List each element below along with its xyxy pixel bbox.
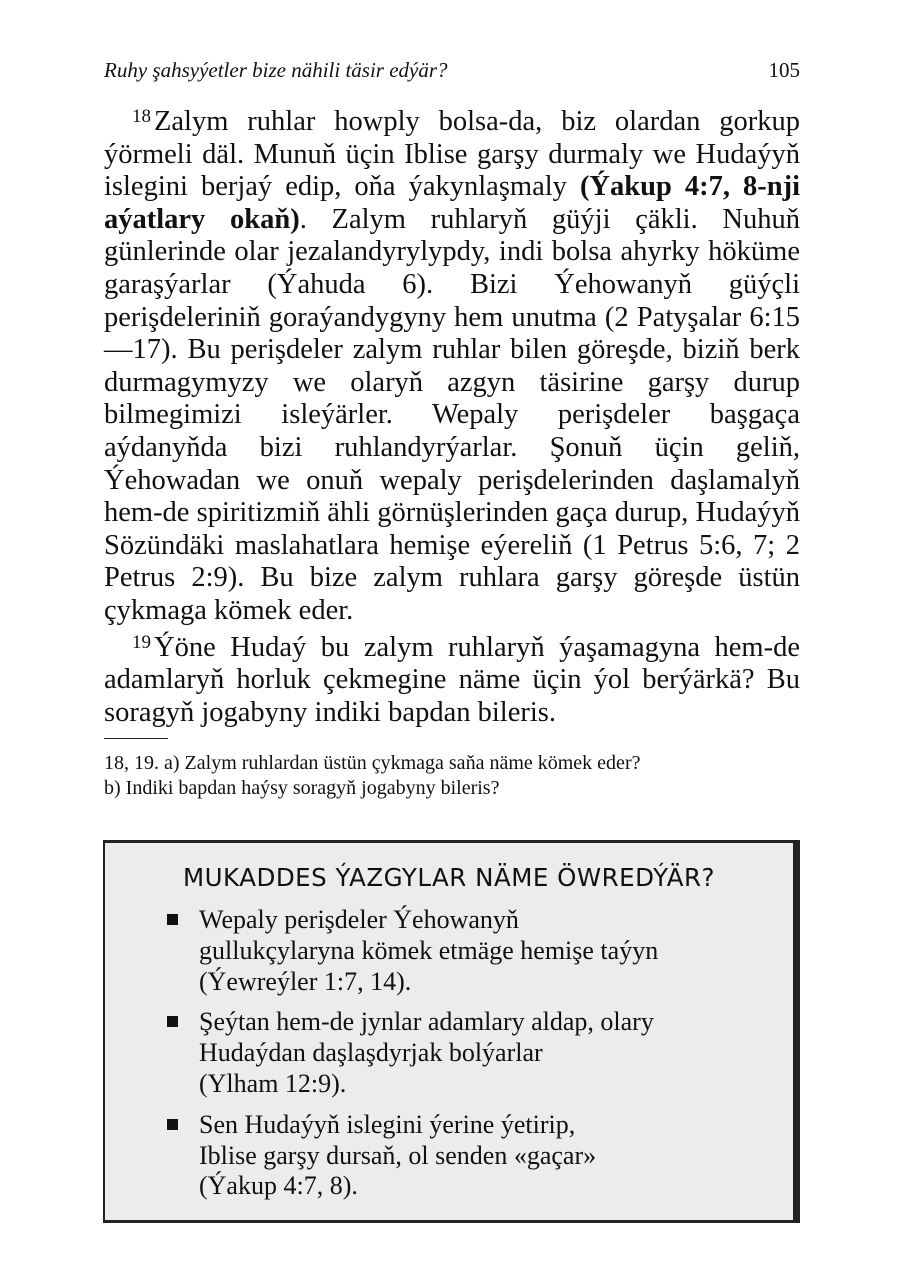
- page-number: 105: [768, 58, 800, 82]
- square-bullet-icon: [167, 1119, 178, 1130]
- summary-line: Şeýtan hem-de jynlar adamlary aldap, olary: [199, 1007, 654, 1037]
- summary-line: gullukçylaryna kömek etmäge hemişe taýyn: [199, 935, 659, 965]
- summary-line: (Ýakup 4:7, 8).: [199, 1171, 358, 1201]
- paragraph-text: Zalym ruhlar howply bolsa-da, biz olardan gorkup ýörmeli däl. Munuň üçin Iblise garşy durmaly we Hudaýyň islegini berjaý edip, oňa ýakynlaşmaly: [104, 106, 800, 203]
- square-bullet-icon: [167, 914, 178, 925]
- summary-line: Sen Hudaýyň islegini ýerine ýetirip,: [199, 1109, 576, 1139]
- summary-line: (Ýewreýler 1:7, 14).: [199, 966, 412, 996]
- summary-item: [167, 1110, 727, 1202]
- running-head: [104, 58, 800, 86]
- paragraph-text: Ýöne Hudaý bu zalym ruhlaryň ýaşamagyna hem-de adamlaryň horluk çekmegine näme üçin ýol berýärkä? Bu soragyň jogabyny indiki bapdan bileris.: [104, 631, 800, 728]
- paragraph-number: 18: [132, 106, 151, 127]
- paragraph-18: [104, 106, 800, 628]
- summary-box-title: MUKADDES ÝAZGYLAR NÄME ÖWREDÝÄR?: [182, 863, 716, 892]
- footnote-divider: [104, 738, 168, 739]
- summary-box: [103, 840, 800, 1223]
- paragraph-number: 19: [132, 631, 151, 653]
- question-line: 18, 19. a) Zalym ruhlardan üstün çykmaga saňa näme kömek eder?: [104, 752, 641, 774]
- summary-list: [167, 905, 727, 1202]
- summary-line: Iblise garşy dursaň, ol senden «gaçar»: [199, 1140, 597, 1170]
- body-text: [104, 106, 800, 729]
- square-bullet-icon: [167, 1016, 178, 1027]
- paragraph-text: . Zalym ruhlaryň güýji çäkli. Nuhuň günlerinde olar jezalandyrylypdy, indi bolsa ahyrky höküme garaşýarlar (Ýahuda 6). Bizi Ýehowanyň güýçli perişdeleriniň goraýandygyny hem unutma (2 Patyşalar 6:15—17). Bu perişdeler zalym ruhlar bilen göreşde, biziň berk durmagymyzy we olaryň azgyn täsirine garşy durup bilmegimizi isleýärler. Wepaly perişdeler başgaça aýdanyňda bizi ruhlandyrýarlar. Şonuň üçin geliň, Ýehowadan we onuň wepaly perişdelerinden daşlamalyň hem-de spiritizmiň ähli görnüşlerinden gaça durup, Hudaýyň Sözündäki maslahatlara hemişe eýereliň (1 Petrus 5:6, 7; 2 Petrus 2:9). Bu bize zalym ruhlara garşy göreşde üstün çykmaga kömek eder.: [104, 203, 801, 626]
- summary-line: (Ylham 12:9).: [199, 1068, 347, 1098]
- question-line: b) Indiki bapdan haýsy soragyň jogabyny bileris?: [104, 777, 500, 799]
- summary-line: Hudaýdan daşlaşdyrjak bolýarlar: [199, 1038, 543, 1068]
- summary-line: Wepaly perişdeler Ýehowanyň: [199, 905, 519, 934]
- scripture-reference-bold: (Ýakup 4:7, 8-nji aýatlary okaň): [104, 171, 800, 235]
- paragraph-19: [104, 632, 800, 730]
- study-questions: [104, 751, 800, 801]
- running-title: Ruhy şahsyýetler bize nähili täsir edýär?: [104, 58, 448, 82]
- summary-item: [167, 1007, 727, 1099]
- summary-item: [167, 905, 727, 997]
